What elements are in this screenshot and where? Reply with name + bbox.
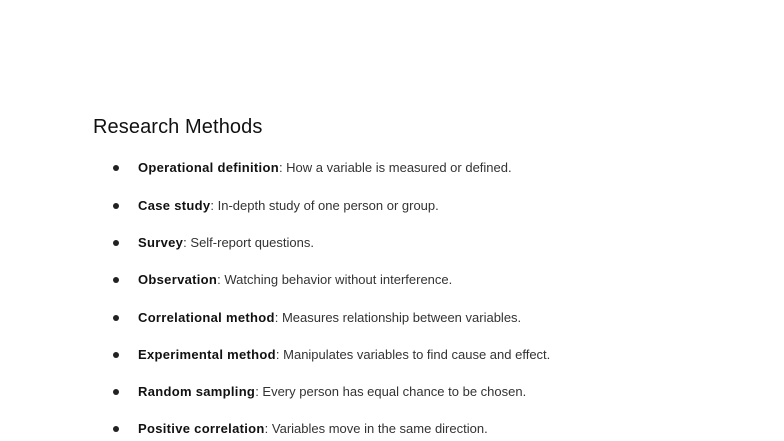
term-label: Experimental method bbox=[138, 347, 276, 362]
list-item-text bbox=[138, 233, 314, 253]
bullet-icon bbox=[113, 315, 119, 321]
definition-text: : Every person has equal chance to be chosen. bbox=[255, 384, 527, 399]
definition-text: : Manipulates variables to find cause and effect. bbox=[275, 347, 551, 362]
bullet-icon bbox=[113, 389, 119, 395]
list-item-text bbox=[138, 382, 526, 402]
term-label: Observation bbox=[138, 272, 218, 287]
definition-text: : Self-report questions. bbox=[183, 235, 314, 250]
bullet-icon bbox=[113, 240, 119, 246]
definition-text: : Measures relationship between variables. bbox=[274, 310, 522, 325]
bullet-icon bbox=[113, 426, 119, 432]
bullet-icon bbox=[113, 277, 119, 283]
bullet-icon bbox=[113, 203, 119, 209]
term-label: Operational definition bbox=[138, 160, 279, 175]
term-label: Random sampling bbox=[138, 384, 256, 399]
definition-text: : In-depth study of one person or group. bbox=[210, 198, 439, 213]
list-item-text bbox=[138, 345, 550, 365]
term-label: Correlational method bbox=[138, 310, 275, 325]
bullet-icon bbox=[113, 165, 119, 171]
section-heading: Research Methods bbox=[93, 116, 263, 138]
list-item-text bbox=[138, 270, 452, 290]
list-item-text bbox=[138, 196, 439, 216]
term-label: Positive correlation bbox=[138, 421, 265, 436]
list-item-text bbox=[138, 308, 521, 328]
term-label: Survey bbox=[138, 235, 184, 250]
term-label: Case study bbox=[138, 198, 211, 213]
list-item-text bbox=[138, 158, 512, 178]
list-item-text bbox=[138, 419, 488, 439]
bullet-icon bbox=[113, 352, 119, 358]
definition-text: : Variables move in the same direction. bbox=[264, 421, 488, 436]
definition-text: : How a variable is measured or defined. bbox=[278, 160, 512, 175]
definition-text: : Watching behavior without interference. bbox=[217, 272, 453, 287]
